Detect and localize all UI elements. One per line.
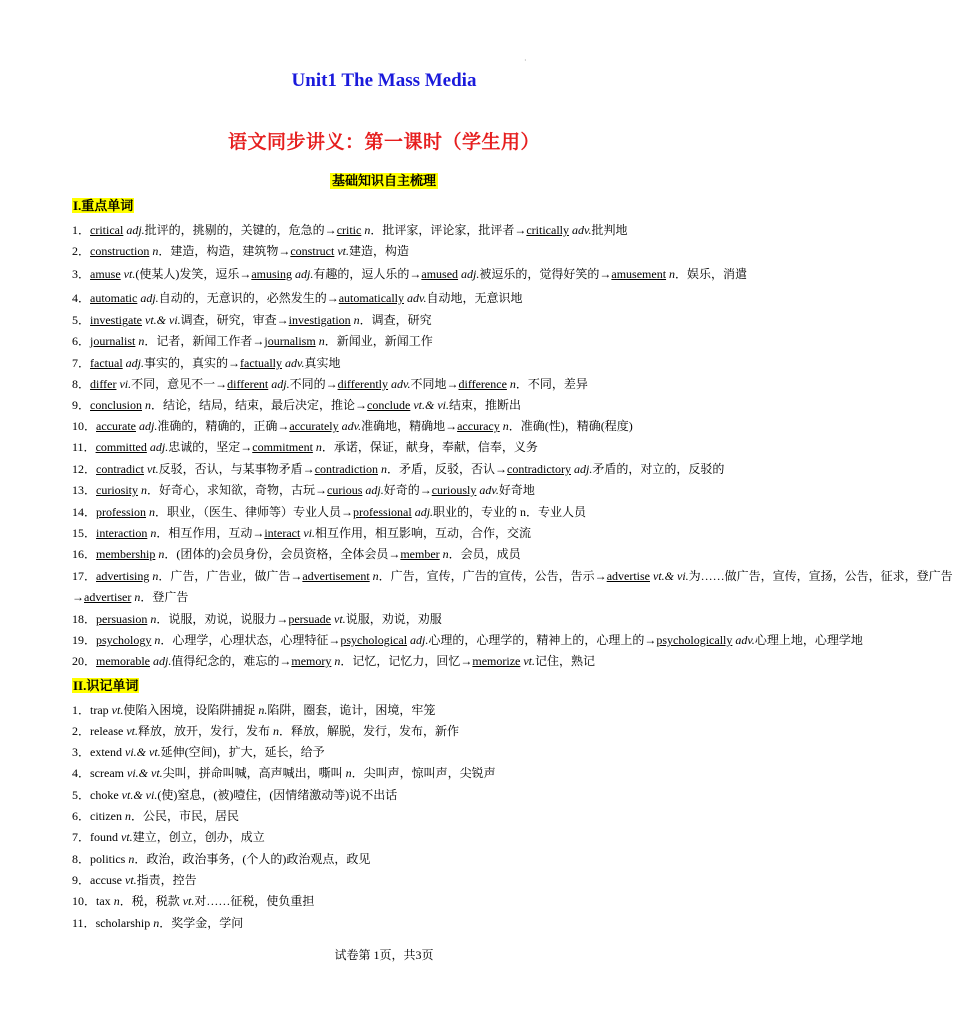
part-of-speech: n [149, 244, 159, 258]
definition-text: 对……征税，使负重担 [194, 894, 315, 908]
definition-text: ．结论，结局，结束，最后决定，推论→ [151, 398, 368, 412]
definition-text: release [90, 724, 124, 738]
part-of-speech: n [361, 223, 371, 237]
vocab-word: memory [291, 654, 332, 668]
item-number: 1． [72, 703, 91, 717]
vocab-word: psychologically [656, 633, 733, 647]
part-of-speech: adj. [571, 462, 593, 476]
item-number: 2． [72, 244, 91, 258]
vocab-word: accurately [289, 419, 339, 433]
corner-mark: · [524, 56, 527, 65]
part-of-speech: adv. [282, 356, 305, 370]
definition-text: 相互作用，相互影响，互动，合作，交流 [315, 526, 532, 540]
definition-text: 批判地 [591, 223, 628, 237]
definition-text: found [90, 830, 119, 844]
part-of-speech: n [312, 440, 322, 454]
item-number: 5． [72, 313, 91, 327]
badge-wrap [0, 172, 768, 190]
key-word-item [72, 461, 725, 477]
item-number: 18． [72, 612, 97, 626]
definition-text: ．说服，劝说，说服力→ [156, 612, 289, 626]
part-of-speech: n [147, 612, 157, 626]
definition-text: ．尖叫声，惊叫声，尖锐声 [351, 766, 496, 780]
vocab-word: persuade [288, 612, 332, 626]
item-number: 4． [72, 291, 91, 305]
part-of-speech: vt. [334, 244, 350, 258]
part-of-speech: adv. [476, 483, 499, 497]
definition-text: trap [90, 703, 109, 717]
vocab-word: automatic [90, 291, 138, 305]
vocab-word: difference [458, 377, 507, 391]
part-of-speech: vt. [331, 612, 346, 626]
vocab-word: different [227, 377, 269, 391]
definition-text: 记住，熟记 [535, 654, 596, 668]
definition-text: 自动地，无意识地 [426, 291, 523, 305]
vocab-word: amuse [90, 267, 121, 281]
recognition-word-item [72, 744, 712, 760]
item-number: 7． [72, 830, 91, 844]
page-title: Unit1 The Mass Media [291, 70, 477, 91]
part-of-speech: n [506, 377, 516, 391]
part-of-speech: n [110, 894, 120, 908]
definition-text: 不同的→ [289, 377, 338, 391]
item-number: 16． [72, 547, 97, 561]
part-of-speech: n [378, 462, 387, 476]
vocab-word: interact [264, 526, 301, 540]
part-of-speech: adv. [569, 223, 592, 237]
vocab-word: persuasion [96, 612, 148, 626]
item-number: 17． [72, 569, 97, 583]
definition-text: 结束，推断出 [449, 398, 522, 412]
key-word-item [72, 418, 712, 434]
vocab-word: curious [327, 483, 363, 497]
item-number: 10． [72, 419, 97, 433]
part-of-speech: adv. [404, 291, 427, 305]
part-of-speech: adv. [732, 633, 755, 647]
vocab-word: critically [526, 223, 570, 237]
vocab-word: commitment [252, 440, 313, 454]
part-of-speech: adj. [292, 267, 314, 281]
key-word-item [72, 611, 712, 627]
definition-text: ．承诺，保证，献身，奉献，信奉，义务 [321, 440, 538, 454]
definition-text: (使)窒息，(被)噎住，(因情绪激动等)说不出话 [157, 788, 398, 802]
part-of-speech: vi. [116, 377, 132, 391]
part-of-speech: n [350, 313, 360, 327]
vocab-word: psychology [96, 633, 152, 647]
definition-text: politics [90, 852, 126, 866]
part-of-speech: vt.& vi. [650, 569, 689, 583]
part-of-speech: n [147, 526, 157, 540]
part-of-speech: n [369, 569, 379, 583]
key-word-item [72, 525, 712, 541]
vocab-word: factually [240, 356, 283, 370]
definition-text: accuse [90, 873, 122, 887]
vocab-word: accuracy [457, 419, 500, 433]
definition-text: 不同地→ [410, 377, 459, 391]
item-number: 15． [72, 526, 97, 540]
definition-text: ．准确(性)，精确(程度) [508, 419, 633, 433]
definition-text: 心理的，心理学的，精神上的，心理上的→ [428, 633, 657, 647]
key-word-item [72, 290, 712, 306]
part-of-speech: adv. [338, 419, 362, 433]
part-of-speech: n [131, 590, 141, 604]
vocab-word: investigate [90, 313, 142, 327]
definition-text: 职业的，专业的 n．专业人员 [433, 505, 587, 519]
part-of-speech: n [155, 547, 165, 561]
part-of-speech: n [270, 724, 280, 738]
section-badge: 基础知识自主梳理 [331, 173, 436, 188]
vocab-word: amusement [611, 267, 667, 281]
section-heading-key-words: I.重点单词 [73, 198, 134, 213]
definition-text: 被逗乐的，觉得好笑的→ [479, 267, 612, 281]
part-of-speech: adj. [458, 267, 480, 281]
definition-text: choke [90, 788, 119, 802]
definition-text: 好奇的→ [383, 483, 432, 497]
key-word-item [72, 439, 712, 455]
definition-text: 批评的，挑剔的，关键的，危急的→ [144, 223, 337, 237]
item-number: 20． [72, 654, 97, 668]
definition-text: ．娱乐，消遣 [675, 267, 748, 281]
definition-text: ．记忆，记忆力，回忆→ [340, 654, 473, 668]
vocab-word: memorable [96, 654, 150, 668]
vocab-word: contradictory [507, 462, 571, 476]
definition-text: ．广告，宣传，广告的宣传，公告，告示→ [378, 569, 607, 583]
vocab-word: contradiction [314, 462, 378, 476]
recognition-word-item [72, 872, 712, 888]
recognition-word-item [72, 851, 712, 867]
definition-text: 忠诚的，坚定→ [168, 440, 253, 454]
definition-text: ．登广告 [140, 590, 189, 604]
key-word-item [72, 266, 748, 282]
part-of-speech: adj. [122, 356, 145, 370]
item-number: 13． [72, 483, 97, 497]
key-word-item [72, 653, 712, 669]
part-of-speech: n [146, 505, 156, 519]
definition-text: 心理上地，心理学地 [754, 633, 863, 647]
definition-text: ．矛盾，反驳，否认→ [387, 462, 508, 476]
part-of-speech: n [666, 267, 676, 281]
definition-text: ．释放，解脱，发行，发布，新作 [279, 724, 460, 738]
definition-text: 使陷入困境，设陷阱捕捉 [123, 703, 256, 717]
vocab-word: differ [90, 377, 117, 391]
definition-text: 调查，研究，审查→ [180, 313, 289, 327]
key-word-item [72, 546, 712, 562]
part-of-speech: n [149, 569, 159, 583]
vocab-word: psychological [340, 633, 408, 647]
definition-text: 释放，放开，发行，发布 [138, 724, 271, 738]
vocab-word: advertise [606, 569, 650, 583]
definition-text: 事实的，真实的→ [144, 356, 241, 370]
part-of-speech: adj. [268, 377, 290, 391]
definition-text: 延伸(空间)，扩大，延长，给予 [160, 745, 325, 759]
definition-text: 自动的，无意识的，必然发生的→ [158, 291, 339, 305]
definition-text: ．心理学，心理状态，心理特征→ [160, 633, 341, 647]
definition-text: ．(团体的)会员身份，会员资格，全体会员→ [164, 547, 401, 561]
item-number: 12． [72, 462, 97, 476]
key-word-item [72, 397, 712, 413]
part-of-speech: vt. [122, 873, 137, 887]
vocab-word: memorize [472, 654, 521, 668]
key-word-item [72, 243, 712, 259]
part-of-speech: n. [255, 703, 268, 717]
item-number: 19． [72, 633, 97, 647]
key-word-item [72, 376, 712, 392]
definition-text: ．好奇心，求知欲，奇物，古玩→ [147, 483, 328, 497]
part-of-speech: vt.& vi. [118, 788, 158, 802]
recognition-word-item [72, 829, 712, 845]
recognition-word-item [72, 915, 712, 931]
definition-text: scholarship [95, 916, 151, 930]
item-number: 1． [72, 223, 91, 237]
vocab-word: contradict [96, 462, 144, 476]
part-of-speech: adj. [135, 419, 158, 433]
vocab-word: professional [353, 505, 412, 519]
definition-text: 反驳，否认，与某事物矛盾→ [158, 462, 315, 476]
part-of-speech: adj. [150, 654, 172, 668]
part-of-speech: vt. [144, 462, 159, 476]
item-number: 5． [72, 788, 91, 802]
part-of-speech: vt. [520, 654, 536, 668]
vocab-word: critical [90, 223, 124, 237]
definition-text: ．记者，新闻工作者→ [144, 334, 265, 348]
key-word-item [72, 504, 712, 520]
part-of-speech: n [150, 916, 160, 930]
item-number: 8． [72, 377, 91, 391]
part-of-speech: adj. [146, 440, 169, 454]
part-of-speech: vi.& vt. [122, 745, 161, 759]
item-number: 2． [72, 724, 91, 738]
key-word-item [72, 355, 712, 371]
item-number: 14． [72, 505, 97, 519]
part-of-speech: vt. [118, 830, 133, 844]
vocab-word: advertisement [302, 569, 370, 583]
item-number: 7． [72, 356, 91, 370]
key-word-item [72, 568, 953, 584]
part-of-speech: n [122, 809, 131, 823]
definition-text: 准确的，精确的，正确→ [157, 419, 290, 433]
definition-text: 矛盾的，对立的，反驳的 [592, 462, 725, 476]
definition-text: 有趣的，逗人乐的→ [313, 267, 422, 281]
part-of-speech: vi.& vt. [124, 766, 163, 780]
definition-text: ．公民，市民，居民 [131, 809, 240, 823]
vocab-word: critic [336, 223, 362, 237]
part-of-speech: n [499, 419, 509, 433]
item-number: 3． [72, 267, 91, 281]
vocab-word: investigation [288, 313, 351, 327]
definition-text: extend [90, 745, 123, 759]
part-of-speech: adv. [388, 377, 411, 391]
part-of-speech: n [315, 334, 325, 348]
item-number: 10． [72, 894, 97, 908]
definition-text: ．职业，（医生、律师等）专业人员→ [155, 505, 354, 519]
definition-text: 建造，构造 [349, 244, 410, 258]
recognition-word-item [72, 893, 712, 909]
vocab-word: conclude [367, 398, 411, 412]
definition-text: ．税，税款 [119, 894, 180, 908]
vocab-word: accurate [96, 419, 136, 433]
vocab-word: interaction [96, 526, 148, 540]
item-number: 3． [72, 745, 91, 759]
vocab-word: factual [90, 356, 123, 370]
page-subtitle: 语文同步讲义：第一课时（学生用） [227, 132, 540, 153]
definition-text: scream [90, 766, 124, 780]
part-of-speech: n [331, 654, 341, 668]
part-of-speech: adj. [407, 633, 429, 647]
definition-text: ．建造，构造，建筑物→ [158, 244, 291, 258]
section-heading-recognition-words: II.识记单词 [73, 678, 139, 693]
vocab-word: construct [290, 244, 335, 258]
vocab-word: conclusion [90, 398, 143, 412]
part-of-speech: vt.& vi. [142, 313, 181, 327]
recognition-word-item [72, 723, 712, 739]
recognition-word-item [72, 765, 712, 781]
key-word-item [72, 222, 712, 238]
item-number: 6． [72, 334, 91, 348]
part-of-speech: n [342, 766, 352, 780]
item-number: 4． [72, 766, 91, 780]
definition-text: ．广告，广告业，做广告→ [158, 569, 303, 583]
part-of-speech: vi. [300, 526, 315, 540]
vocab-word: advertising [96, 569, 150, 583]
part-of-speech: n [138, 483, 148, 497]
definition-text: 为……做广告，宣传，宣扬，公告，征求，登广告 [688, 569, 953, 583]
definition-text: 值得纪念的，难忘的→ [171, 654, 292, 668]
vocab-word: amusing [251, 267, 293, 281]
definition-text: 建立，创立，创办，成立 [132, 830, 265, 844]
definition-text: citizen [90, 809, 122, 823]
vocab-word: journalist [90, 334, 136, 348]
part-of-speech: n [125, 852, 135, 866]
vocab-word: amused [421, 267, 459, 281]
part-of-speech: adj. [123, 223, 145, 237]
part-of-speech: adj. [137, 291, 159, 305]
vocab-word: differently [337, 377, 389, 391]
definition-text: ．相互作用，互动→ [156, 526, 265, 540]
vocab-word: membership [96, 547, 156, 561]
part-of-speech: n [439, 547, 449, 561]
item-number: 6． [72, 809, 91, 823]
part-of-speech: vt. [123, 724, 138, 738]
part-of-speech: adj. [362, 483, 384, 497]
item-number: 8． [72, 852, 91, 866]
page-footer: 试卷第 1页，共3页 [334, 948, 434, 962]
recognition-word-item [72, 808, 712, 824]
item-number: 11． [72, 440, 96, 454]
key-word-item [72, 312, 712, 328]
part-of-speech: n [151, 633, 161, 647]
definition-text: ．新闻业，新闻工作 [324, 334, 433, 348]
part-of-speech: vt.& vi. [410, 398, 449, 412]
part-of-speech: vt. [120, 267, 136, 281]
definition-text: 指责，控告 [136, 873, 197, 887]
definition-text: ．调查，研究 [359, 313, 432, 327]
vocab-word: committed [95, 440, 147, 454]
definition-text: (使某人)发笑，逗乐→ [135, 267, 252, 281]
recognition-word-item [72, 702, 712, 718]
vocab-word: profession [96, 505, 147, 519]
part-of-speech: n [135, 334, 145, 348]
definition-text: ．政治，政治事务，(个人的)政治观点，政见 [134, 852, 371, 866]
definition-text: tax [96, 894, 111, 908]
part-of-speech: adj. [411, 505, 434, 519]
item-number: 9． [72, 398, 91, 412]
definition-text: 说服，劝说，劝服 [345, 612, 442, 626]
key-word-item [72, 632, 863, 648]
definition-text: 陷阱，圈套，诡计，困境，牢笼 [267, 703, 436, 717]
vocab-word: curiosity [96, 483, 139, 497]
definition-text: ．批评家，评论家，批评者→ [370, 223, 527, 237]
item-number: 11． [72, 916, 96, 930]
vocab-word: journalism [264, 334, 316, 348]
definition-text: ．会员，成员 [448, 547, 521, 561]
definition-text: 好奇地 [498, 483, 535, 497]
definition-text: 尖叫，拼命叫喊，高声喊出，嘶叫 [162, 766, 343, 780]
item-number: 9． [72, 873, 91, 887]
recognition-word-item [72, 787, 712, 803]
part-of-speech: vt. [179, 894, 195, 908]
key-word-item [72, 333, 712, 349]
definition-text: ．不同，差异 [515, 377, 588, 391]
definition-text: ．奖学金，学问 [159, 916, 244, 930]
vocab-word: advertiser [84, 590, 132, 604]
definition-text: → [72, 590, 84, 604]
key-word-item [72, 589, 712, 605]
definition-text: 准确地，精确地→ [361, 419, 458, 433]
vocab-word: member [400, 547, 440, 561]
definition-text: 真实地 [304, 356, 341, 370]
part-of-speech: vt. [108, 703, 124, 717]
definition-text: 不同，意见不一→ [131, 377, 228, 391]
vocab-word: construction [90, 244, 150, 258]
part-of-speech: n [142, 398, 152, 412]
vocab-word: automatically [338, 291, 405, 305]
vocab-word: curiously [431, 483, 477, 497]
key-word-item [72, 482, 712, 498]
